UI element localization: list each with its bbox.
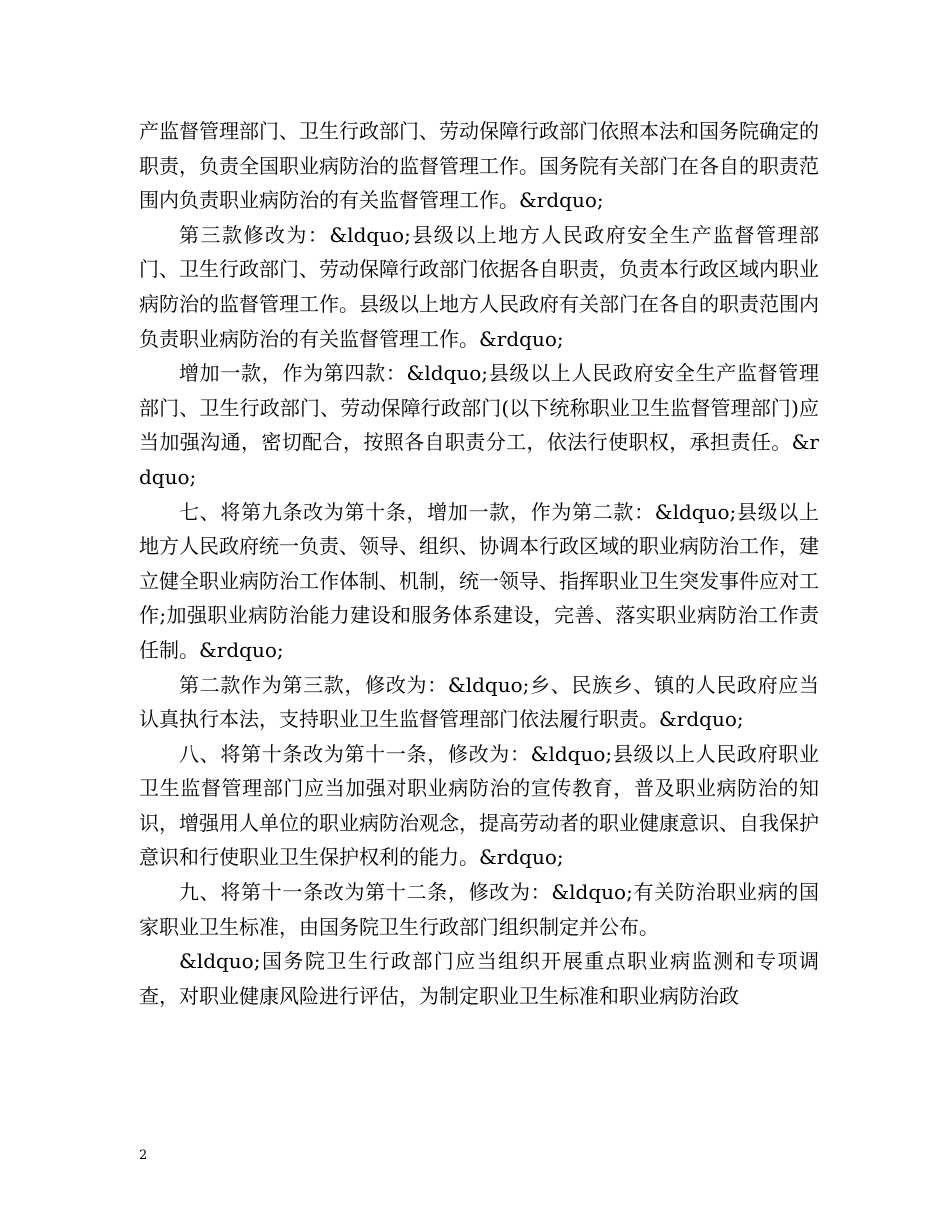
document-body xyxy=(139,114,819,1013)
paragraph-fourth-clause: 增加一款，作为第四款：&ldquo;县级以上人民政府安全生产监督管理部门、卫生行政部门、劳动保障行政部门(以下统称职业卫生监督管理部门)应当加强沟通，密切配合，按照各自职责分工，依法行使职权，承担责任。&rdquo; xyxy=(139,361,819,489)
paragraph-continuation: 产监督管理部门、卫生行政部门、劳动保障行政部门依照本法和国务院确定的职责，负责全国职业病防治的监督管理工作。国务院有关部门在各自的职责范围内负责职业病防治的有关监督管理工作。&rdquo; xyxy=(139,119,819,213)
paragraph-item-seven: 七、将第九条改为第十条，增加一款，作为第二款：&ldquo;县级以上地方人民政府统一负责、领导、组织、协调本行政区域的职业病防治工作，建立健全职业病防治工作体制、机制，统一领导、指挥职业卫生突发事件应对工作;加强职业病防治能力建设和服务体系建设，完善、落实职业病防治工作责任制。&rdquo; xyxy=(139,499,819,662)
paragraph-item-nine: 九、将第十一条改为第十二条，修改为：&ldquo;有关防治职业病的国家职业卫生标准，由国务院卫生行政部门组织制定并公布。 xyxy=(139,880,819,939)
paragraph-second-clause: 第二款作为第三款，修改为：&ldquo;乡、民族乡、镇的人民政府应当认真执行本法，支持职业卫生监督管理部门依法履行职责。&rdquo; xyxy=(139,672,819,732)
paragraph-third-clause: 第三款修改为：&ldquo;县级以上地方人民政府安全生产监督管理部门、卫生行政部门、劳动保障行政部门依据各自职责，负责本行政区域内职业病防治的监督管理工作。县级以上地方人民政府有关部门在各自的职责范围内负责职业病防治的有关监督管理工作。&rdquo; xyxy=(139,222,819,351)
page-number: 2 xyxy=(139,1148,148,1163)
paragraph-item-eight: 八、将第十条改为第十一条，修改为：&ldquo;县级以上人民政府职业卫生监督管理部门应当加强对职业病防治的宣传教育，普及职业病防治的知识，增强用人单位的职业病防治观念，提高劳动者的职业健康意识、自我保护意识和行使职业卫生保护权利的能力。&rdquo; xyxy=(139,741,819,870)
paragraph-health-ministry: &ldquo;国务院卫生行政部门应当组织开展重点职业病监测和专项调查，对职业健康风险进行评估，为制定职业卫生标准和职业病防治政 xyxy=(139,949,819,1008)
